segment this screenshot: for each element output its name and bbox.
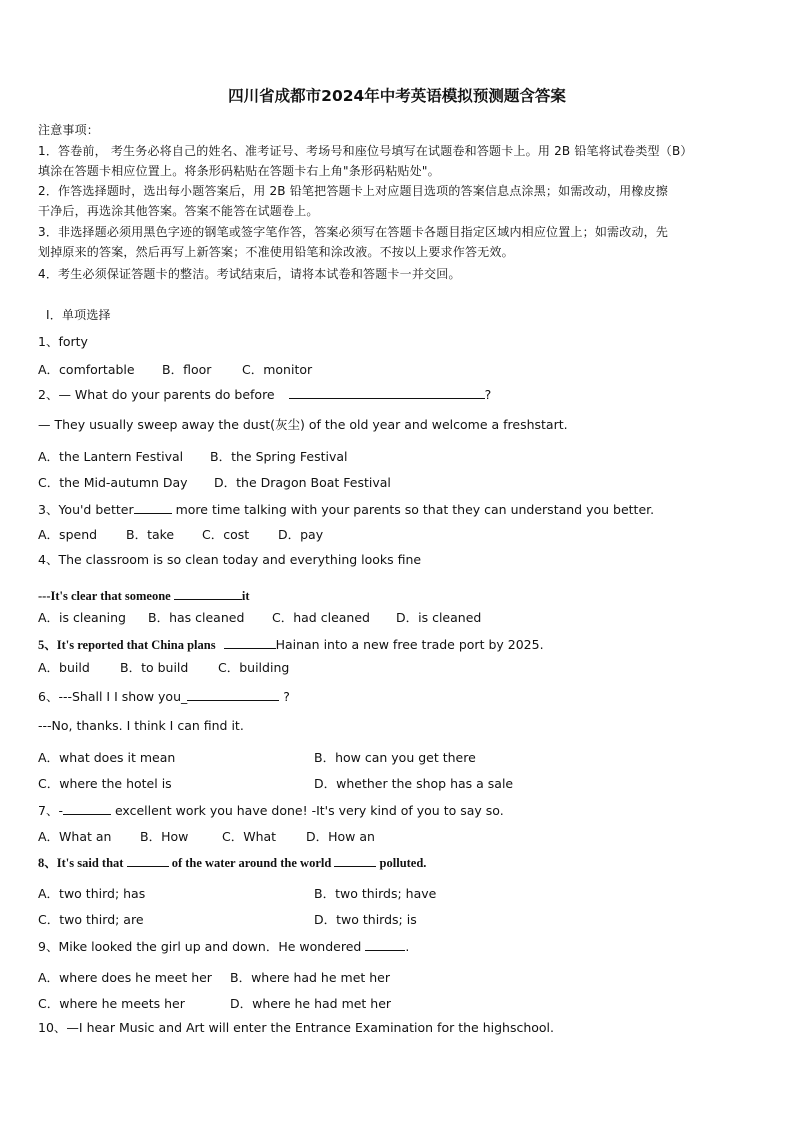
question-stem <box>38 938 409 955</box>
stem-text: of the water around the world <box>171 856 332 870</box>
option: C．cost <box>202 527 250 542</box>
stem-text: Hainan into a new free trade port by 2025. <box>275 637 544 652</box>
option: A．the Lantern Festival <box>38 449 184 464</box>
notice-line: 4．考生必须保证答题卡的整洁。考试结束后，请将本试卷和答题卡一并交回。 <box>38 267 461 281</box>
option: B．two thirds; have <box>314 886 437 901</box>
option: C．two third; are <box>38 912 144 927</box>
option: C．What <box>222 829 277 844</box>
notice-line: 填涂在答题卡相应位置上。将条形码粘贴在答题卡右上角"条形码粘贴处"。 <box>38 164 440 178</box>
stem-text: 5、It's reported that China plans <box>38 638 216 652</box>
option: A．What an <box>38 829 112 844</box>
stem-text: 9、Mike looked the girl up and down．He wondered <box>38 939 362 954</box>
answer-blank <box>365 938 405 951</box>
answer-blank <box>289 386 485 399</box>
question-reply <box>38 587 250 604</box>
option: B．the Spring Festival <box>210 449 348 464</box>
answer-blank <box>174 587 242 600</box>
stem-text: ? <box>283 689 290 704</box>
option: C．where the hotel is <box>38 776 172 791</box>
question-reply: ---No, thanks. I think I can find it. <box>38 718 244 733</box>
notice-line: 干净后，再选涂其他答案。答案不能答在试题卷上。 <box>38 204 319 218</box>
option: B．how can you get there <box>314 750 476 765</box>
notice-line: 划掉原来的答案，然后再写上新答案；不准使用铅笔和涂改液。不按以上要求作答无效。 <box>38 245 514 259</box>
option: D．pay <box>278 527 324 542</box>
stem-text: . <box>405 939 410 954</box>
option: D．where he had met her <box>230 996 392 1011</box>
option: D．whether the shop has a sale <box>314 776 514 791</box>
question-stem <box>38 688 290 705</box>
option: D．the Dragon Boat Festival <box>214 475 391 490</box>
answer-blank <box>63 802 111 815</box>
answer-blank <box>334 854 376 867</box>
question-stem: 4、The classroom is so clean today and everything looks fine <box>38 552 422 567</box>
stem-text: 8、It's said that <box>38 856 124 870</box>
stem-text: excellent work you have done! -It's very kind of you to say so. <box>114 803 504 818</box>
stem-text: ---It's clear that someone <box>38 589 171 603</box>
question-reply: — They usually sweep away the dust(灰尘) of the old year and welcome a freshstart. <box>38 417 568 432</box>
option: B．floor <box>162 362 212 377</box>
option: B．to build <box>120 660 189 675</box>
option: C．where he meets her <box>38 996 185 1011</box>
option: B．How <box>140 829 189 844</box>
question-stem: 10、—I hear Music and Art will enter the Entrance Examination for the highschool. <box>38 1020 554 1035</box>
stem-text: 7、- <box>38 803 63 818</box>
notice-line: 3．非选择题必须用黑色字迹的钢笔或签字笔作答，答案必须写在答题卡各题目指定区域内相应位置上；如需改动，先 <box>38 225 669 239</box>
answer-blank <box>224 636 276 649</box>
page-title: 四川省成都市2024年中考英语模拟预测题含答案 <box>228 87 566 105</box>
option: C．monitor <box>242 362 313 377</box>
stem-text: more time talking with your parents so that they can understand you better. <box>175 502 655 517</box>
stem-text: 3、You'd better <box>38 502 134 517</box>
question-stem: 1、forty <box>38 334 88 349</box>
question-stem <box>38 386 491 403</box>
question-stem <box>38 802 504 819</box>
notice-line: 2．作答选择题时，选出每小题答案后，用 2B 铅笔把答题卡上对应题目选项的答案信息点涂黑；如需改动，用橡皮擦 <box>38 184 668 198</box>
question-stem <box>38 501 654 518</box>
option: A．spend <box>38 527 98 542</box>
question-stem <box>38 854 426 871</box>
section-heading: Ⅰ．单项选择 <box>46 308 111 322</box>
option: C．building <box>218 660 290 675</box>
answer-blank <box>187 688 279 701</box>
option: C．had cleaned <box>272 610 370 625</box>
stem-text: it <box>241 589 250 603</box>
option: D．is cleaned <box>396 610 482 625</box>
option: D．How an <box>306 829 375 844</box>
option: A．comfortable <box>38 362 135 377</box>
option: C．the Mid-autumn Day <box>38 475 188 490</box>
option: B．where had he met her <box>230 970 391 985</box>
option: A．build <box>38 660 90 675</box>
answer-blank <box>134 501 172 514</box>
option: A．is cleaning <box>38 610 126 625</box>
option: A．where does he meet her <box>38 970 212 985</box>
notice-line: 1．答卷前， 考生务必将自己的姓名、准考证号、考场号和座位号填写在试题卷和答题卡上。用 2B 铅笔将试卷类型（B） <box>38 144 693 158</box>
question-stem <box>38 636 544 653</box>
option: B．has cleaned <box>148 610 245 625</box>
stem-text: 2、— What do your parents do before <box>38 387 275 402</box>
option: D．two thirds; is <box>314 912 417 927</box>
stem-text: polluted. <box>379 856 427 870</box>
option: B．take <box>126 527 175 542</box>
option: A．what does it mean <box>38 750 176 765</box>
stem-text: 6、---Shall I I show you_ <box>38 689 188 704</box>
stem-text: ? <box>484 387 492 402</box>
option: A．two third; has <box>38 886 146 901</box>
notice-heading: 注意事项： <box>38 123 100 137</box>
answer-blank <box>127 854 169 867</box>
